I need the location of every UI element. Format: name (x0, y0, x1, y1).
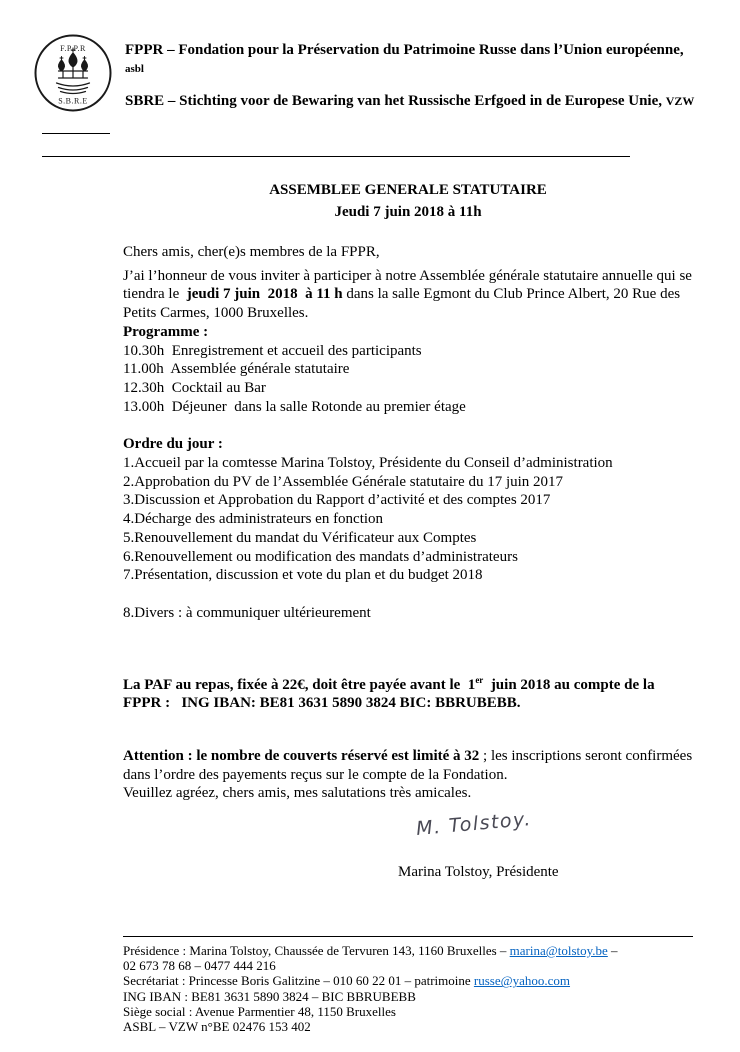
letterhead-text (125, 33, 694, 111)
intro-text-pre: J’ai l’honneur de vous inviter à participer à notre Assemblée générale statutaire annuelle qui se tiendra le (123, 267, 696, 303)
agenda-item-divers: 8.Divers : à communiquer ultérieurement (123, 604, 371, 621)
footer-line-presidence (123, 943, 695, 958)
intro-date-bold: jeudi 7 juin 2018 à 11 h (182, 286, 347, 303)
org-name-nl-text: SBRE – Stichting voor de Bewaring van het Russische Erfgoed in de Europese Unie, (125, 93, 666, 109)
attention-bold-text: Attention : le nombre de couverts réservé est limité à 32 (123, 748, 480, 765)
handwritten-signature: M. Tolstoy. (415, 808, 533, 841)
agenda-item: 4.Décharge des administrateurs en fonction (123, 511, 384, 528)
logo-bottom-text: S.B.R.E (58, 96, 88, 106)
agenda-heading: Ordre du jour : (123, 436, 223, 453)
footer-presidence-text: Présidence : Marina Tolstoy, Chaussée de Tervuren 143, 1160 Bruxelles – (123, 943, 510, 958)
document-title (123, 182, 693, 221)
closing-line: Veuillez agréez, chers amis, mes salutations très amicales. (123, 785, 472, 802)
logo-underline-rule (42, 133, 110, 134)
payment-text-pre: La PAF au repas, fixée à 22€, doit être payée avant le 1 (123, 676, 476, 693)
footer-presidence-tail: – (607, 943, 618, 958)
salutation: Chers amis, cher(e)s membres de la FPPR, (123, 244, 380, 260)
header-divider-rule (42, 156, 630, 157)
attention-paragraph (123, 747, 696, 784)
org-legal-form-fr: asbl (125, 63, 144, 75)
footer-divider-rule (123, 936, 693, 937)
intro-text-post: dans la salle Egmont du Club Prince Albert, 20 Rue des Petits Carmes, 1000 Bruxelles. (123, 286, 684, 322)
agenda-item: 3.Discussion et Approbation du Rapport d’activité et des comptes 2017 (123, 492, 551, 509)
programme-heading: Programme : (123, 323, 209, 340)
signature-block (398, 808, 693, 881)
email-link-president[interactable]: marina@tolstoy.be (509, 943, 608, 958)
programme-item: 13.00h Déjeuner dans la salle Rotonde au premier étage (123, 398, 466, 415)
attention-rest-text: ; les inscriptions seront confirmées dans l’ordre des payements reçus sur le compte de la Fondation. (123, 748, 696, 783)
signature-name: Marina Tolstoy, Présidente (398, 863, 559, 880)
footer-line-secretariat (123, 973, 695, 988)
programme-item: 12.30h Cocktail au Bar (123, 379, 266, 396)
agenda-item: 5.Renouvellement du mandat du Vérificateur aux Comptes (123, 529, 477, 546)
org-name-nl (125, 92, 694, 111)
footer-line-iban: ING IBAN : BE81 3631 5890 3824 – BIC BBRUBEBB (123, 988, 416, 1004)
agenda-item: 2.Approbation du PV de l’Assemblée Générale statutaire du 17 juin 2017 (123, 473, 564, 490)
footer-line-asbl: ASBL – VZW n°BE 02476 153 402 (123, 1019, 311, 1035)
programme-item: 10.30h Enregistrement et accueil des participants (123, 342, 422, 359)
footer-line-siege: Siège social : Avenue Parmentier 48, 1150 Bruxelles (123, 1003, 396, 1019)
intro-paragraph (123, 267, 696, 323)
org-name-fr: FPPR – Fondation pour la Préservation du Patrimoine Russe dans l’Union européenne, (125, 42, 684, 58)
title-line: ASSEMBLEE GENERALE STATUTAIRE (269, 182, 547, 198)
programme-item: 11.00h Assemblée générale statutaire (123, 361, 350, 378)
fppr-logo-svg (33, 33, 113, 113)
title-date: Jeudi 7 juin 2018 à 11h (334, 204, 482, 220)
payment-paragraph (123, 671, 693, 713)
logo-top-text: F.P.P.R (60, 44, 86, 53)
payment-ordinal-sup: er (475, 674, 484, 685)
agenda-item: 1.Accueil par la comtesse Marina Tolstoy, Présidente du Conseil d’administration (123, 455, 613, 472)
letterhead (0, 0, 740, 113)
programme-list (123, 342, 693, 417)
org-legal-form-nl: VZW (665, 94, 695, 108)
footer-line-phones: 02 673 78 68 – 0477 444 216 (123, 958, 276, 974)
agenda-list (123, 454, 693, 585)
agenda-item: 6.Renouvellement ou modification des mandats d’administrateurs (123, 548, 518, 565)
agenda-item: 7.Présentation, discussion et vote du plan et du budget 2018 (123, 567, 483, 584)
payment-text-post: juin 2018 au compte de la FPPR : ING IBAN: BE81 3631 5890 3824 BIC: BBRUBEBB. (123, 676, 659, 712)
letter-footer (123, 936, 695, 1034)
footer-secretariat-text: Secrétariat : Princesse Boris Galitzine – 010 60 22 01 – patrimoine (123, 973, 474, 989)
fppr-logo (33, 33, 113, 113)
email-link-secretariat[interactable]: russe@yahoo.com (473, 973, 571, 989)
letter-body (123, 243, 696, 882)
